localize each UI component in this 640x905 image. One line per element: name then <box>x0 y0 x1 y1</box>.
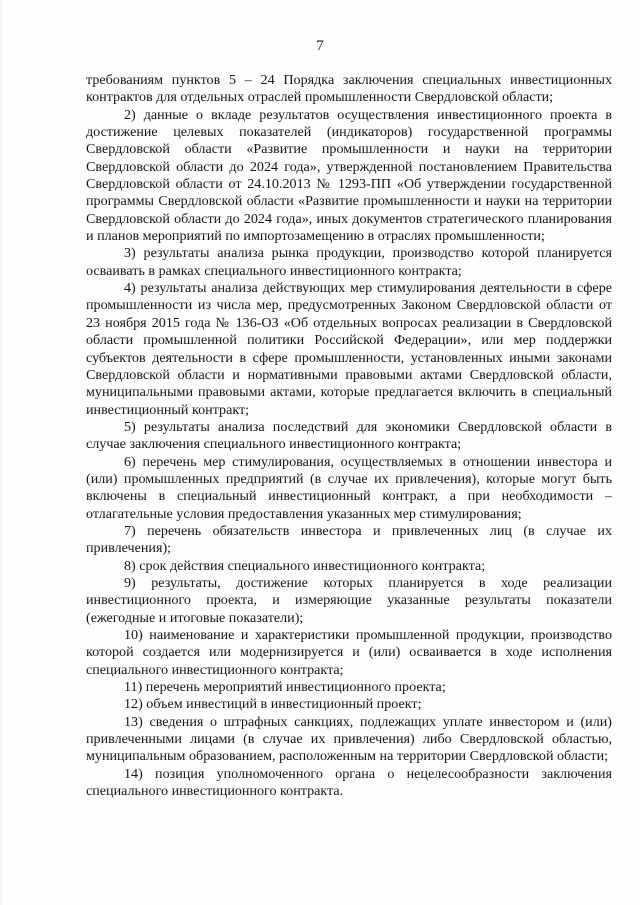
paragraph-item-13: 13) сведения о штрафных санкциях, подлежащих уплате инвестором и (или) привлеченными лицами (в случае их привлечения) либо Свердловской областью, муниципальным образованием, расположенным на территории Свердловской области; <box>86 713 612 765</box>
page-number: 7 <box>316 38 324 54</box>
paragraph-item-3: 3) результаты анализа рынка продукции, производство которой планируется осваивать в рамках специального инвестиционного контракта; <box>86 245 612 279</box>
paragraph-item-9: 9) результаты, достижение которых планируется в ходе реализации инвестиционного проекта, и измеряющие указанные результаты показатели (ежегодные и итоговые показатели); <box>86 574 612 626</box>
scan-edge-shadow <box>0 0 3 905</box>
document-body <box>86 72 612 800</box>
paragraph-item-11: 11) перечень мероприятий инвестиционного проекта; <box>124 679 446 696</box>
paragraph-item-8: 8) срок действия специального инвестиционного контракта; <box>124 557 486 574</box>
paragraph-item-4: 4) результаты анализа действующих мер стимулирования деятельности в сфере промышленности из числа мер, предусмотренных Законом Свердловской области от 23 ноября 2015 года № 136-ОЗ «Об отдельных вопросах реализации в Свердловской области промышленной политики Российской Федерации», или мер поддержки субъектов деятельности в сфере промышленности, установленных иными законами Свердловской области и нормативными правовыми актами Свердловской области, муниципальными правовыми актами, которые предлагается включить в специальный инвестиционный контракт; <box>86 280 612 418</box>
paragraph-item-10: 10) наименование и характеристики промышленной продукции, производство которой создается или модернизируется и (или) осваивается в ходе исполнения специального инвестиционного контракта; <box>86 627 612 678</box>
paragraph-item-5: 5) результаты анализа последствий для экономики Свердловской области в случае заключения специального инвестиционного контракта; <box>86 418 612 453</box>
paragraph-continuation: требованиям пунктов 5 – 24 Порядка заключения специальных инвестиционных контрактов для отдельных отраслей промышленности Свердловской области; <box>86 72 612 106</box>
paragraph-item-14: 14) позиция уполномоченного органа о нецелесообразности заключения специального инвестиционного контракта. <box>86 765 612 800</box>
paragraph-item-12: 12) объем инвестиций в инвестиционный проект; <box>124 696 422 713</box>
paragraph-item-2: 2) данные о вкладе результатов осуществления инвестиционного проекта в достижение целевых показателей (индикаторов) государственной программы Свердловской области «Развитие промышленности и науки на территории Свердловской области до 2024 года», утвержденной постановлением Правительства Свердловской области от 24.10.2013 № 1293-ПП «Об утверждении государственной программы Свердловской области «Развитие промышленности и науки на территории Свердловской области до 2024 года», иных документов стратегического планирования и планов мероприятий по импортозамещению в отраслях промышленности; <box>86 106 612 245</box>
paragraph-item-6: 6) перечень мер стимулирования, осуществляемых в отношении инвестора и (или) промышленных предприятий (в случае их привлечения), которые могут быть включены в специальный инвестиционный контракт, а при необходимости – отлагательные условия предоставления указанных мер стимулирования; <box>86 453 612 522</box>
paragraph-item-7: 7) перечень обязательств инвестора и привлеченных лиц (в случае их привлечения); <box>86 522 612 557</box>
